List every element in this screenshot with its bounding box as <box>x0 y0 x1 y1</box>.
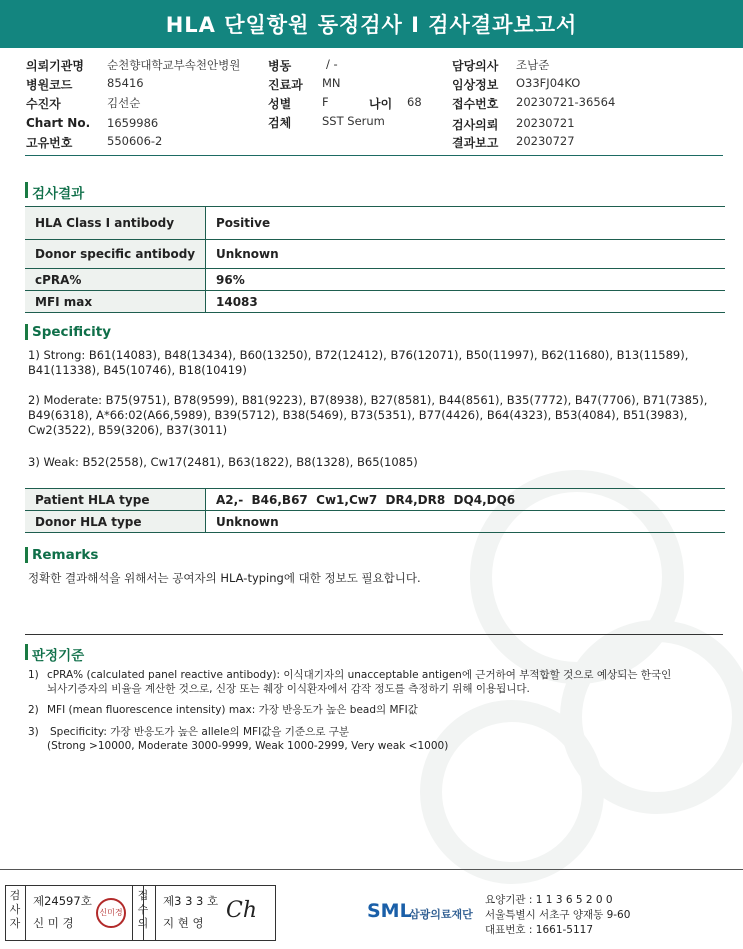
result-key: MFI max <box>25 291 206 313</box>
result-key: cPRA% <box>25 269 206 291</box>
org-address: 서울특별시 서초구 양재동 9-60 <box>485 909 631 921</box>
table-row <box>25 207 725 240</box>
criteria-number: 2) <box>28 704 39 716</box>
hospital-code: 85416 <box>107 76 144 90</box>
results-table <box>25 206 725 313</box>
report-date: 20230727 <box>516 134 575 148</box>
result-value: 14083 <box>206 291 726 313</box>
report-title: HLA 단일항원 동정검사 I 검사결과보고서 <box>0 0 743 48</box>
patient-name: 김선순 <box>107 96 141 110</box>
label: 접수번호 <box>452 97 499 111</box>
table-row <box>25 511 725 533</box>
divider <box>25 634 723 635</box>
department: MN <box>322 76 341 90</box>
section-marker <box>25 182 28 198</box>
table-row <box>25 269 725 291</box>
moderate-antigens: 2) Moderate: B75(9751), B78(9599), B81(9223), B7(8938), B27(8581), B44(8561), B35(7772), B47(7706), B71(7385), B49(6318), A*66:02(A66,5989), B39(5712), B38(5469), B73(5351), B77(4426), B64(4323), B53(4084), B51(3983), Cw2(3522), B59(3206), B37(3011) <box>28 393 708 437</box>
seal-stamp <box>96 898 126 928</box>
label: 성별 <box>268 97 292 111</box>
age: 68 <box>407 95 422 109</box>
criteria-number: 3) <box>28 726 39 738</box>
result-key: Donor specific antibody <box>25 240 206 269</box>
doctor: 조남준 <box>516 58 550 72</box>
examiner-name: 신 미 경 <box>33 916 74 930</box>
label: 담당의사 <box>452 59 499 73</box>
specimen: SST Serum <box>322 114 385 128</box>
label: 수진자 <box>26 97 61 111</box>
ward: / - <box>326 57 338 71</box>
institution: 순천향대학교부속천안병원 <box>107 58 241 72</box>
criteria-cpra-cont: 뇌사기증자의 비율을 계산한 것으로, 신장 또는 췌장 이식환자에서 감작 정도를 측정하기 위해 이용됩니다. <box>47 683 530 695</box>
hla-key: Patient HLA type <box>25 489 206 511</box>
signature: Ch <box>226 898 258 923</box>
examiner-label: 검사자 <box>9 889 21 930</box>
criteria-number: 1) <box>28 669 39 681</box>
result-value: 96% <box>206 269 726 291</box>
divider <box>0 869 743 870</box>
criteria-heading: 판정기준 <box>32 648 85 664</box>
weak-antigens: 3) Weak: B52(2558), Cw17(2481), B63(1822), B8(1328), B65(1085) <box>28 455 418 469</box>
section-marker <box>25 324 28 340</box>
criteria-cpra: cPRA% (calculated panel reactive antibody): 이식대기자의 unacceptable antigen에 근거하여 부적합할 것으로 예상되는 한국인 <box>47 669 672 681</box>
request-date: 20230721 <box>516 116 575 130</box>
background-decoration <box>420 700 604 884</box>
result-value: Positive <box>206 207 726 240</box>
label: 결과보고 <box>452 136 499 150</box>
label: 병동 <box>268 59 292 73</box>
org-code: 요양기관 : 1 1 3 6 5 2 0 0 <box>485 894 613 906</box>
org-phone: 대표번호 : 1661-5117 <box>485 924 594 936</box>
clinical-info: O33FJ04KO <box>516 76 581 90</box>
hla-value: Unknown <box>206 511 726 533</box>
criteria-mfi: MFI (mean fluorescence intensity) max: 가장 반응도가 높은 bead의 MFI값 <box>47 704 418 716</box>
hla-key: Donor HLA type <box>25 511 206 533</box>
divider <box>25 155 723 156</box>
label: 나이 <box>369 97 393 111</box>
label: 의뢰기관명 <box>26 59 84 73</box>
receiver-number: 제3 3 3 호 <box>163 894 219 908</box>
table-row <box>25 489 725 511</box>
strong-antigens: 1) Strong: B61(14083), B48(13434), B60(13250), B72(12412), B76(12071), B50(11997), B62(11680), B13(11589), B41(11338), B45(10746), B18(10419) <box>28 348 689 377</box>
label: 병원코드 <box>26 78 73 92</box>
section-marker <box>25 547 28 563</box>
label: 고유번호 <box>26 136 73 150</box>
divider <box>155 885 156 941</box>
table-row <box>25 291 725 313</box>
criteria-specificity-ranges: (Strong >10000, Moderate 3000-9999, Weak 1000-2999, Very weak <1000) <box>47 740 449 752</box>
sml-logo: SML <box>367 900 412 922</box>
remarks-heading: Remarks <box>32 547 99 563</box>
hla-type-table <box>25 488 725 533</box>
unique-number: 550606-2 <box>107 134 163 148</box>
chart-number: 1659986 <box>107 116 159 130</box>
hla-value: A2,- B46,B67 Cw1,Cw7 DR4,DR8 DQ4,DQ6 <box>206 489 726 511</box>
label: 검체 <box>268 116 292 130</box>
label: 진료과 <box>268 78 303 92</box>
label: 임상정보 <box>452 78 499 92</box>
label: Chart No. <box>26 116 91 130</box>
receipt-number: 20230721-36564 <box>516 95 616 109</box>
remarks-text: 정확한 결과해석을 위해서는 공여자의 HLA-typing에 대한 정보도 필요합니다. <box>28 571 421 585</box>
receiver-name: 지 현 영 <box>163 916 204 930</box>
results-heading: 검사결과 <box>32 186 85 202</box>
result-key: HLA Class I antibody <box>25 207 206 240</box>
result-value: Unknown <box>206 240 726 269</box>
org-name: 삼광의료재단 <box>409 908 473 921</box>
criteria-specificity: Specificity: 가장 반응도가 높은 allele의 MFI값을 기준으로 구분 <box>50 726 349 738</box>
sex: F <box>322 95 329 109</box>
section-marker <box>25 644 28 660</box>
seal-text: 신미경 <box>99 908 123 917</box>
specificity-heading: Specificity <box>32 324 112 340</box>
label: 검사의뢰 <box>452 118 499 132</box>
divider <box>25 885 26 941</box>
examiner-number: 제24597호 <box>33 894 92 908</box>
table-row <box>25 240 725 269</box>
receiver-label: 접수의 <box>137 889 149 930</box>
